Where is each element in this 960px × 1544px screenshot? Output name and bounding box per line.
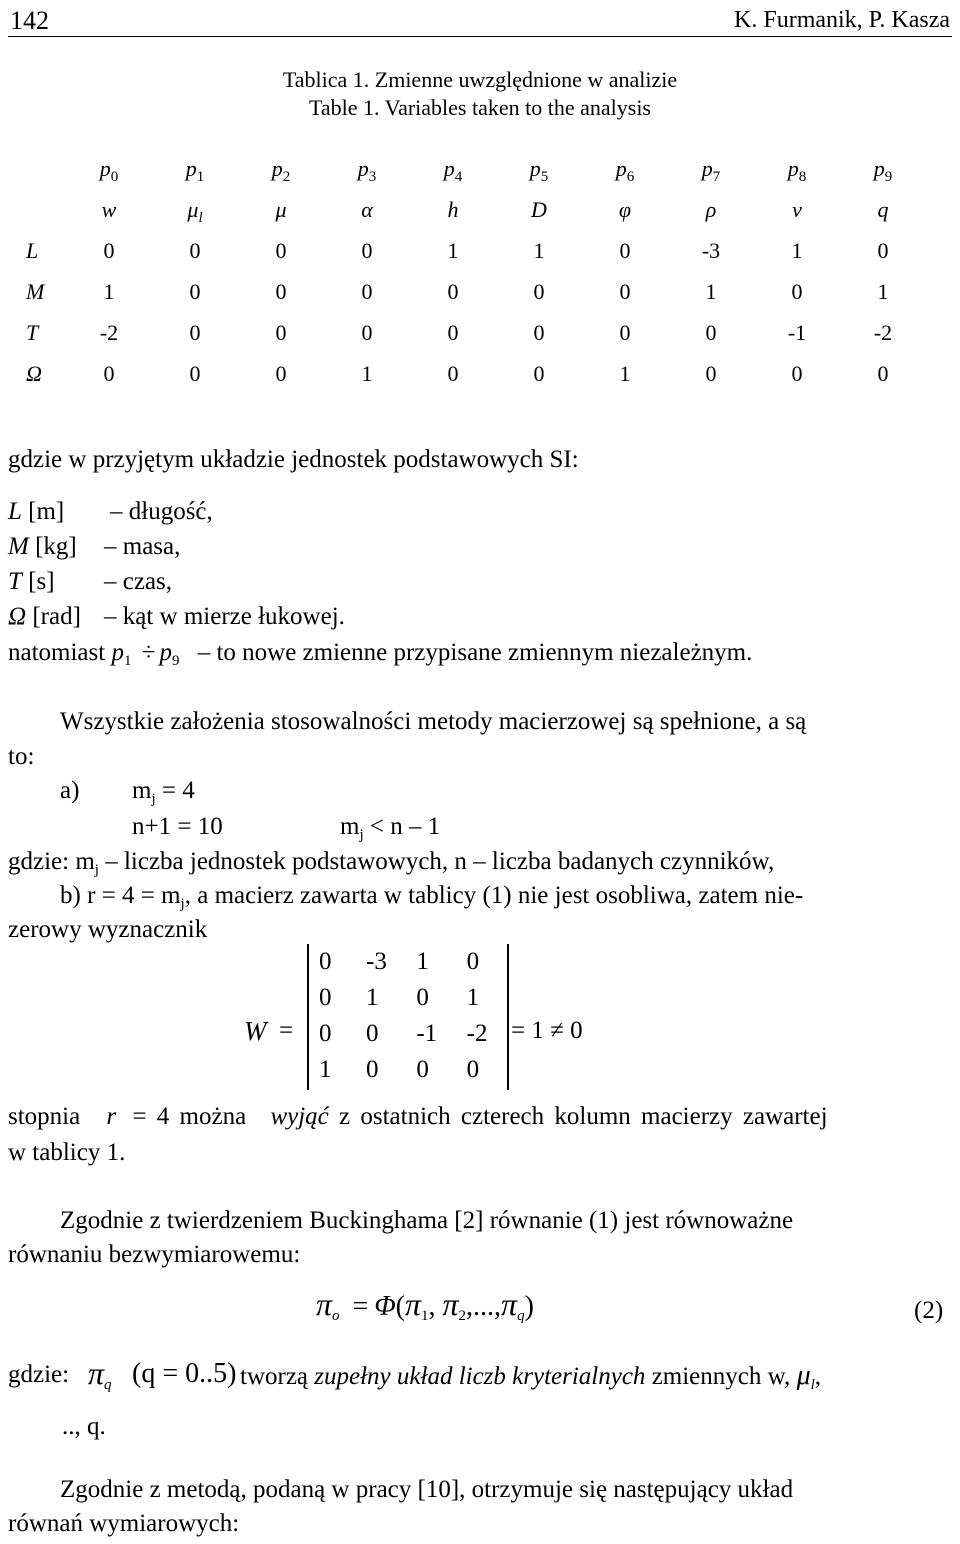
matrix-cell: 0 [466, 948, 480, 975]
determinant-matrix [307, 944, 509, 1090]
table-cell: 0 [705, 319, 717, 345]
condition-b-line-2: zerowy wyznacznik [8, 916, 208, 943]
table-cell: $p_4$ [443, 155, 463, 185]
mj-inequality: $m_j < n - 1$ [340, 813, 441, 843]
table-cell: $p_7$ [701, 155, 721, 185]
gdzie-label-2: gdzie: [8, 1361, 70, 1388]
table-row-symbols [18, 189, 926, 230]
table-cell: -2 [99, 319, 119, 345]
table-cell: $p_8$ [787, 155, 807, 185]
table-cell: $p_2$ [271, 155, 291, 185]
table-cell: 1 [447, 237, 459, 263]
matrix-cell: -3 [366, 948, 387, 975]
table-cell: -1 [787, 319, 807, 345]
matrix-cell: 1 [319, 1056, 332, 1083]
table-cell: 0 [619, 237, 631, 263]
matrix-cell: 0 [319, 984, 332, 1011]
matrix-cell: 0 [416, 984, 429, 1011]
table-cell: 1 [877, 278, 889, 304]
determinant-equals: = [279, 1017, 294, 1044]
table-cell: 0 [361, 278, 373, 304]
table-cell: 1 [619, 360, 631, 386]
determinant-symbol: W [244, 1016, 267, 1046]
matrix-cell: 0 [466, 1056, 480, 1083]
table-cell: 0 [533, 319, 545, 345]
table-row-L [18, 230, 926, 271]
table-cell: 0 [877, 237, 889, 263]
table-corner-cell [18, 189, 66, 230]
table-cell: φ [618, 196, 632, 222]
table-cell: 0 [877, 360, 889, 386]
unit-L-symbol: L [m] [8, 498, 65, 525]
criteria-text: tworzą zupełny układ liczb kryterialnych zmiennych w, $\mu_l$, [240, 1360, 822, 1393]
condition-a-eq: $m_j = 4$ [132, 777, 195, 807]
table-cell: 0 [275, 278, 287, 304]
row-label: L [26, 237, 39, 263]
table-cell: $\mu_l$ [187, 196, 203, 226]
table-cell: 1 [705, 278, 717, 304]
matrix-cell: 0 [366, 1020, 379, 1047]
table-cell: 0 [189, 278, 201, 304]
stopnia-line-2: w tablicy 1. [8, 1139, 126, 1166]
natomiast-line: natomiast $p_1 \div p_9$ – to nowe zmienne przypisane zmiennym niezależnym. [8, 639, 753, 669]
units-intro: gdzie w przyjętym układzie jednostek podstawowych SI: [8, 446, 579, 473]
buckingham-line-2: równaniu bezwymiarowemu: [8, 1241, 301, 1268]
table-cell: 0 [189, 360, 201, 386]
table-cell: -3 [701, 237, 721, 263]
table-cell: 0 [189, 319, 201, 345]
matrix-cell: 0 [416, 1056, 429, 1083]
table-cell: ρ [705, 196, 717, 222]
matrix-cell: 1 [366, 984, 379, 1011]
table-cell: D [531, 196, 547, 222]
table-cell: 0 [361, 237, 373, 263]
unit-Omega-desc: – kąt w mierze łukowej. [104, 603, 345, 630]
table-cell: 1 [361, 360, 373, 386]
table-cell: 0 [705, 360, 717, 386]
table-row-T [18, 312, 926, 353]
table-cell: $p_1$ [185, 155, 205, 185]
table-cell: 0 [791, 278, 803, 304]
table-cell: 0 [619, 319, 631, 345]
table-cell: h [447, 196, 459, 222]
criteria-line-2: .., q. [62, 1413, 106, 1440]
assumptions-line-2: to: [8, 743, 35, 770]
table-cell: w [101, 196, 117, 222]
table-cell: 1 [103, 278, 115, 304]
table-cell: 0 [189, 237, 201, 263]
condition-a-label: a) [60, 777, 80, 804]
table-cell: 0 [361, 319, 373, 345]
table-cell: $p_0$ [99, 155, 119, 185]
row-label: Ω [26, 360, 42, 386]
table-cell: 0 [533, 278, 545, 304]
table-cell: $p_3$ [357, 155, 377, 185]
table-cell: α [361, 196, 373, 222]
table-corner-cell [18, 148, 66, 189]
table-cell: 0 [275, 319, 287, 345]
method-line-1: Zgodnie z metodą, podaną w pracy [10], otrzymuje się następujący układ [60, 1476, 794, 1503]
pi-q-condition: (q = 0..5) [132, 1358, 237, 1389]
table-cell: 0 [619, 278, 631, 304]
table-cell: $p_9$ [873, 155, 893, 185]
table-cell: $p_5$ [529, 155, 549, 185]
table-row-M [18, 271, 926, 312]
page-number: 142 [10, 6, 49, 35]
gdzie-mj-line: gdzie: $m_j$ – liczba jednostek podstawowych, n – liczba badanych czynników, [8, 848, 775, 878]
table-cell: -2 [873, 319, 893, 345]
running-head-authors: K. Furmanik, P. Kasza [734, 7, 950, 33]
table-cell: 1 [533, 237, 545, 263]
stopnia-line-1: stopnia r = 4 można wyjąć z ostatnich czterech kolumn macierzy zawartej [8, 1103, 828, 1130]
equation-2: $\pi_o = \Phi(\pi_1$, $\pi_2,...,\pi_q$) [316, 1286, 534, 1324]
matrix-row [309, 944, 507, 980]
table-cell: 0 [447, 278, 459, 304]
determinant-result: = 1 ≠ 0 [511, 1017, 583, 1044]
table-caption-en: Table 1. Variables taken to the analysis [308, 95, 651, 120]
matrix-cell: 1 [466, 984, 480, 1011]
table-cell: 0 [533, 360, 545, 386]
matrix-cell: 1 [416, 948, 429, 975]
unit-M-desc: – masa, [104, 533, 181, 560]
row-label: T [26, 319, 39, 345]
unit-T-symbol: T [s] [8, 568, 55, 595]
unit-L-desc: – długość, [110, 498, 213, 525]
table-cell: 0 [447, 360, 459, 386]
table-cell: 0 [447, 319, 459, 345]
table-cell: $p_6$ [615, 155, 635, 185]
table-cell: v [792, 196, 802, 222]
n-equation: n+1 = 10 [132, 813, 223, 840]
variables-table [18, 148, 926, 394]
table-row-Omega [18, 353, 926, 394]
row-label: M [26, 278, 45, 304]
table-cell: 0 [275, 360, 287, 386]
table-cell: 1 [791, 237, 803, 263]
matrix-cell: 0 [366, 1056, 379, 1083]
table-cell: 0 [275, 237, 287, 263]
unit-M-symbol: M [kg] [8, 533, 77, 560]
pi-q-symbol: $\pi_q$ [88, 1355, 112, 1393]
matrix-cell: 0 [319, 1020, 332, 1047]
matrix-cell: -1 [416, 1020, 438, 1047]
table-caption-pl: Tablica 1. Zmienne uwzględnione w analizie [282, 67, 678, 92]
table-row-p-headers [18, 148, 926, 189]
matrix-row [309, 980, 507, 1016]
unit-Omega-symbol: Ω [rad] [8, 603, 81, 630]
matrix-cell: -2 [466, 1020, 488, 1047]
header-rule [8, 36, 952, 37]
method-line-2: równań wymiarowych: [8, 1510, 240, 1537]
table-cell: 0 [103, 237, 115, 263]
table-cell: 0 [103, 360, 115, 386]
matrix-row [309, 1016, 507, 1052]
condition-b-line: b) $r = 4 = m_j$, a macierz zawarta w tablicy (1) nie jest osobliwa, zatem nie- [60, 882, 804, 912]
table-cell: 0 [791, 360, 803, 386]
buckingham-line-1: Zgodnie z twierdzeniem Buckinghama [2] równanie (1) jest równoważne [60, 1207, 794, 1234]
table-cell: μ [275, 196, 287, 222]
matrix-row [309, 1052, 507, 1088]
assumptions-line-1: Wszystkie założenia stosowalności metody macierzowej są spełnione, a są [60, 708, 807, 735]
table-cell: q [877, 196, 889, 222]
equation-number: (2) [914, 1297, 944, 1324]
matrix-cell: 0 [319, 948, 332, 975]
unit-T-desc: – czas, [104, 568, 173, 595]
